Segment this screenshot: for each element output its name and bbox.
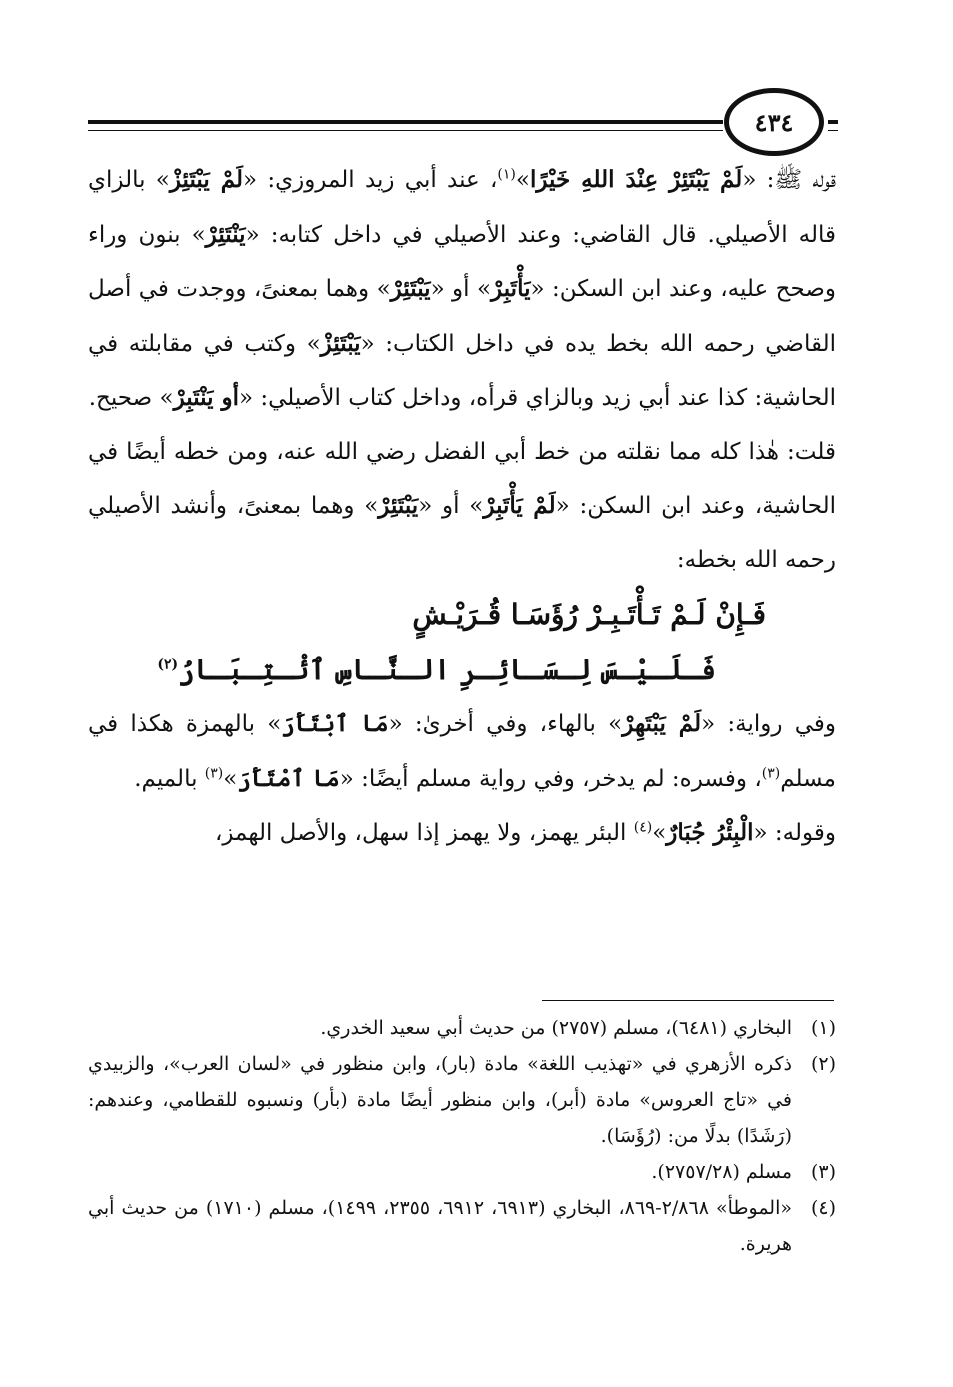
footnote-4 xyxy=(88,1190,836,1262)
text: » أو « xyxy=(418,493,484,519)
text: البئر يهمز، ولا يهمز إذا سهل، والأصل الهمز، xyxy=(214,820,634,846)
quoted-word: لَمْ يَبْتَهِرْ xyxy=(622,710,702,737)
quoted-word: لَمْ يَبْتَئِزْ xyxy=(169,166,244,193)
poem-line-1: فَـإِنْ لَـمْ تَـأْتَـبِـرْ رُؤَسَـا قُـرَيْـشٍ xyxy=(412,598,766,631)
footnote-text: ذكره الأزهري في «تهذيب اللغة» مادة (بار)، وابن منظور في «لسان العرب»، والزبيدي في «تاج العروس» مادة (أبر)، وابن منظور أيضًا مادة (بأر) ونسبوه للقطامي، وعندهم: (رَشَدًا) بدلًا من: (رُؤَسَا). xyxy=(88,1053,792,1147)
footnote-3 xyxy=(88,1154,836,1190)
quoted-word: الْبِئْرُ جُبَارٌ xyxy=(666,819,754,846)
footnote-2 xyxy=(88,1046,836,1154)
footnote-ref[interactable]: (١) xyxy=(497,166,516,183)
text: ، عند أبي زيد المروزي: « xyxy=(243,167,498,193)
quoted-word: يَنْتَئِرْ xyxy=(205,220,246,248)
text: » وهما بمعنىً، وأنشد الأصيلي رحمه الله بخطه: xyxy=(88,493,836,573)
text: » أو « xyxy=(430,276,492,302)
quoted-word: مَا ٱبْتَأَرَ xyxy=(281,710,389,737)
footnote-text: البخاري (٦٤٨١)، مسلم (٢٧٥٧) من حديث أبي سعيد الخدري. xyxy=(320,1017,792,1039)
text: قوله ﷺ: « xyxy=(742,167,836,193)
text: بالميم. xyxy=(134,765,205,792)
quoted-word: يَأْتَبِرْ xyxy=(491,275,531,302)
text: » صحيح. xyxy=(88,385,174,411)
footnote-number: (٤) xyxy=(810,1197,836,1219)
paragraph-3 xyxy=(88,697,836,806)
footnote-text: مسلم (٢٧٥٧/٢٨). xyxy=(651,1161,792,1183)
footnote-ref[interactable]: (٣) xyxy=(761,764,781,781)
footnote-text: «الموطأ» ٢/٨٦٨-٨٦٩، البخاري (٦٩١٣، ٦٩١٢، ٢٣٥٥، ١٤٩٩)، مسلم (١٧١٠) من حديث أبي هريرة. xyxy=(88,1197,792,1255)
poem xyxy=(88,587,836,697)
quoted-word: لَمْ يَأْتَبِرْ xyxy=(483,492,556,519)
text: » وهما بمعنىً، ووجدت في أصل القاضي رحمه الله بخط يده في داخل الكتاب: « xyxy=(88,276,836,357)
text: » بالهاء، وفي أخرىٰ: « xyxy=(388,711,623,737)
text: » وكتب في مقابلته في الحاشية: كذا عند أبي زيد وبالزاي قرأه، وداخل كتاب الأصيلي: « xyxy=(88,330,836,411)
quoted-word: يَبْتَئِزْ xyxy=(320,329,361,357)
header-rule-thin xyxy=(88,130,723,131)
paragraph-4 xyxy=(88,806,836,861)
poem-line-2 xyxy=(88,642,836,697)
quoted-word: مَا ٱمْتَأَرَ xyxy=(237,764,340,792)
paragraph-2 xyxy=(88,426,836,588)
footnotes xyxy=(88,1010,836,1262)
footnote-ref[interactable]: (٣) xyxy=(204,764,224,781)
footnote-ref[interactable]: (٤) xyxy=(633,819,653,836)
quoted-word: يَبْتَئِرْ xyxy=(378,492,419,519)
text: ، وفسره: لم يدخر، وفي رواية مسلم أيضًا: « xyxy=(339,765,762,792)
footnote-ref[interactable]: (٢) xyxy=(157,656,179,673)
footnote-divider xyxy=(542,1000,834,1001)
quoted-word: أو يَنْتَبِرْ xyxy=(173,384,239,411)
main-text xyxy=(88,153,836,861)
page-number: ٤٣٤ xyxy=(724,88,824,156)
footnote-number: (١) xyxy=(810,1017,836,1039)
text: » بنون وراء وصحح عليه، وعند ابن السكن: « xyxy=(88,221,837,302)
text: وفي رواية: « xyxy=(701,711,836,737)
header-rule-thick-end xyxy=(828,120,838,124)
text: » xyxy=(515,167,530,193)
footnote-number: (٣) xyxy=(810,1161,836,1183)
header-rule-thin-end xyxy=(828,130,838,131)
text: وقوله: « xyxy=(753,820,836,846)
text: » بالزاي قاله الأصيلي. قال القاضي: وعند الأصيلي في داخل كتابه: « xyxy=(88,167,836,248)
paragraph-1 xyxy=(88,153,836,426)
footnote-1 xyxy=(88,1010,836,1046)
header-rule-thick xyxy=(88,120,723,124)
quoted-word: لَمْ يَبْتَئِرْ عِنْدَ اللهِ خَيْرًا xyxy=(529,166,743,193)
poem-line-2-text: فَـلَـيْـسَ لِـسَـائِـرِ الـنَّـاسِ ٱئْـتِـبَـارُ xyxy=(178,653,716,686)
text: قلت: هٰذا كله مما نقلته من خط أبي الفضل رضي الله عنه، ومن خطه أيضًا في الحاشية، وعند ابن السكن: « xyxy=(88,438,837,519)
text: » بالهمزة هكذا في مسلم xyxy=(88,711,836,792)
footnote-number: (٢) xyxy=(810,1053,836,1075)
text: » xyxy=(223,765,238,792)
text: » xyxy=(652,820,667,846)
quoted-word: يَبْتَئِرْ xyxy=(390,275,431,302)
